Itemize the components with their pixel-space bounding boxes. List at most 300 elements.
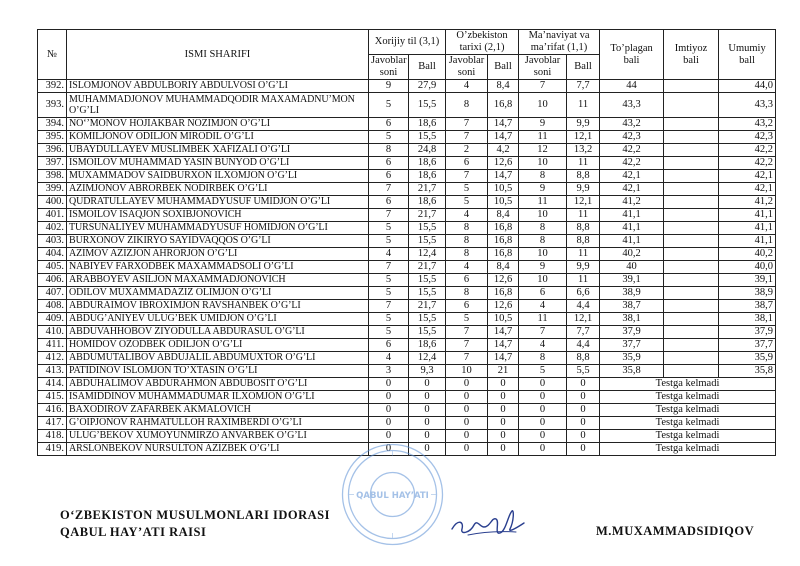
row-name: HOMIDOV OZODBEK ODILJON O’G’LI <box>67 339 369 352</box>
row-privilege <box>664 339 719 352</box>
row-answers-1: 0 <box>369 443 409 456</box>
row-ball-2: 8,4 <box>488 80 519 93</box>
row-name: MUHAMMADJONOV MUHAMMADQODIR MAXAMADNU’MON O’G’LI <box>67 93 369 118</box>
row-overall: 41,2 <box>719 196 776 209</box>
row-answers-1: 5 <box>369 313 409 326</box>
row-answers-3: 10 <box>519 274 567 287</box>
row-answers-2: 5 <box>446 196 488 209</box>
row-ball-3: 0 <box>567 378 600 391</box>
row-privilege <box>664 248 719 261</box>
header-answers-1: Javoblar soni <box>369 55 409 80</box>
row-total: 37,7 <box>600 339 664 352</box>
row-total: 39,1 <box>600 274 664 287</box>
row-number: 407. <box>38 287 67 300</box>
row-answers-3: 0 <box>519 391 567 404</box>
row-answers-3: 5 <box>519 365 567 378</box>
row-answers-1: 5 <box>369 131 409 144</box>
row-ball-3: 11 <box>567 209 600 222</box>
table-row <box>38 131 776 144</box>
row-number: 403. <box>38 235 67 248</box>
row-answers-1: 4 <box>369 352 409 365</box>
row-privilege <box>664 365 719 378</box>
row-ball-2: 16,8 <box>488 287 519 300</box>
row-ball-3: 13,2 <box>567 144 600 157</box>
row-ball-3: 11 <box>567 274 600 287</box>
row-answers-3: 9 <box>519 118 567 131</box>
header-answers-3: Javoblar soni <box>519 55 567 80</box>
row-number: 410. <box>38 326 67 339</box>
row-answers-2: 6 <box>446 157 488 170</box>
row-ball-2: 12,6 <box>488 157 519 170</box>
row-answers-2: 8 <box>446 222 488 235</box>
row-privilege <box>664 157 719 170</box>
row-ball-1: 18,6 <box>409 170 446 183</box>
row-answers-3: 8 <box>519 352 567 365</box>
row-name: NO‘’MONOV HOJIAKBAR NOZIMJON O’G’LI <box>67 118 369 131</box>
row-answers-2: 7 <box>446 131 488 144</box>
row-answers-2: 7 <box>446 326 488 339</box>
row-ball-3: 9,9 <box>567 183 600 196</box>
row-ball-1: 12,4 <box>409 352 446 365</box>
table-row <box>38 300 776 313</box>
row-name: UBAYDULLAYEV MUSLIMBEK XAFIZALI O’G’LI <box>67 144 369 157</box>
row-answers-3: 0 <box>519 417 567 430</box>
row-privilege <box>664 93 719 118</box>
table-row <box>38 248 776 261</box>
row-answers-2: 4 <box>446 80 488 93</box>
row-answers-2: 0 <box>446 378 488 391</box>
row-privilege <box>664 209 719 222</box>
row-note: Testga kelmadi <box>600 430 776 443</box>
row-name: ISAMIDDINOV MUHAMMADUMAR ILXOMJON O’G’LI <box>67 391 369 404</box>
row-number: 394. <box>38 118 67 131</box>
row-overall: 35,9 <box>719 352 776 365</box>
row-answers-3: 11 <box>519 131 567 144</box>
row-name: ODILOV MUXAMMADAZIZ OLIMJON O’G’LI <box>67 287 369 300</box>
row-answers-3: 9 <box>519 183 567 196</box>
row-ball-1: 15,5 <box>409 274 446 287</box>
results-table <box>37 29 776 456</box>
table-row <box>38 417 776 430</box>
row-answers-3: 10 <box>519 248 567 261</box>
row-ball-2: 12,6 <box>488 274 519 287</box>
row-number: 405. <box>38 261 67 274</box>
row-privilege <box>664 196 719 209</box>
row-ball-3: 11 <box>567 157 600 170</box>
footer-signatory: M.MUXAMMADSIDIQOV <box>596 524 755 538</box>
row-ball-1: 0 <box>409 417 446 430</box>
row-answers-1: 6 <box>369 157 409 170</box>
row-ball-1: 15,5 <box>409 222 446 235</box>
row-overall: 37,9 <box>719 326 776 339</box>
row-privilege <box>664 261 719 274</box>
row-total: 44 <box>600 80 664 93</box>
footer-organization <box>60 507 330 541</box>
row-ball-3: 0 <box>567 430 600 443</box>
row-note: Testga kelmadi <box>600 417 776 430</box>
row-number: 417. <box>38 417 67 430</box>
row-ball-2: 0 <box>488 404 519 417</box>
row-privilege <box>664 131 719 144</box>
row-ball-3: 12,1 <box>567 131 600 144</box>
row-total: 43,2 <box>600 118 664 131</box>
row-total: 35,8 <box>600 365 664 378</box>
row-ball-1: 15,5 <box>409 93 446 118</box>
row-number: 419. <box>38 443 67 456</box>
row-privilege <box>664 352 719 365</box>
row-number: 398. <box>38 170 67 183</box>
row-overall: 41,1 <box>719 222 776 235</box>
row-name: ARSLONBEKOV NURSULTON AZIZBEK O’G’LI <box>67 443 369 456</box>
row-ball-3: 0 <box>567 404 600 417</box>
row-overall: 40,2 <box>719 248 776 261</box>
row-ball-1: 21,7 <box>409 209 446 222</box>
table-row <box>38 157 776 170</box>
row-ball-1: 18,6 <box>409 157 446 170</box>
footer-org-line1: O‘ZBEKISTON MUSULMONLARI IDORASI <box>60 508 330 522</box>
row-number: 416. <box>38 404 67 417</box>
row-name: ISLOMJONOV ABDULBORIY ABDULVOSI O’G’LI <box>67 80 369 93</box>
table-row <box>38 430 776 443</box>
row-ball-1: 0 <box>409 430 446 443</box>
row-answers-2: 0 <box>446 404 488 417</box>
row-privilege <box>664 144 719 157</box>
footer-org-line2: QABUL HAY’ATI RAISI <box>60 525 207 539</box>
table-row <box>38 80 776 93</box>
row-overall: 43,2 <box>719 118 776 131</box>
row-answers-3: 12 <box>519 144 567 157</box>
row-name: ABDUHALIMOV ABDURAHMON ABDUBOSIT O’G’LI <box>67 378 369 391</box>
table-row <box>38 93 776 118</box>
table-body <box>38 80 776 456</box>
row-overall: 42,3 <box>719 131 776 144</box>
row-ball-1: 21,7 <box>409 183 446 196</box>
row-overall: 37,7 <box>719 339 776 352</box>
row-ball-2: 14,7 <box>488 131 519 144</box>
row-ball-1: 15,5 <box>409 131 446 144</box>
row-answers-1: 5 <box>369 287 409 300</box>
row-total: 40 <box>600 261 664 274</box>
row-privilege <box>664 222 719 235</box>
row-answers-3: 0 <box>519 404 567 417</box>
row-answers-1: 6 <box>369 339 409 352</box>
table-row <box>38 378 776 391</box>
row-answers-3: 6 <box>519 287 567 300</box>
row-name: ABDUVAHHOBOV ZIYODULLA ABDURASUL O’G’LI <box>67 326 369 339</box>
row-overall: 38,7 <box>719 300 776 313</box>
row-answers-2: 7 <box>446 339 488 352</box>
row-ball-3: 0 <box>567 391 600 404</box>
row-total: 43,3 <box>600 93 664 118</box>
row-ball-3: 4,4 <box>567 300 600 313</box>
row-answers-3: 9 <box>519 261 567 274</box>
table-row <box>38 287 776 300</box>
row-ball-1: 0 <box>409 404 446 417</box>
row-answers-3: 7 <box>519 326 567 339</box>
row-answers-1: 0 <box>369 391 409 404</box>
row-number: 412. <box>38 352 67 365</box>
row-answers-1: 7 <box>369 183 409 196</box>
row-overall: 40,0 <box>719 261 776 274</box>
row-answers-1: 5 <box>369 274 409 287</box>
row-answers-2: 8 <box>446 287 488 300</box>
row-ball-3: 9,9 <box>567 261 600 274</box>
row-ball-3: 7,7 <box>567 80 600 93</box>
row-answers-1: 6 <box>369 170 409 183</box>
row-number: 415. <box>38 391 67 404</box>
row-ball-2: 0 <box>488 391 519 404</box>
table-row <box>38 170 776 183</box>
row-ball-1: 21,7 <box>409 300 446 313</box>
row-answers-3: 11 <box>519 313 567 326</box>
row-number: 392. <box>38 80 67 93</box>
row-number: 418. <box>38 430 67 443</box>
table-row <box>38 326 776 339</box>
row-total: 38,7 <box>600 300 664 313</box>
row-ball-3: 5,5 <box>567 365 600 378</box>
stamp-center-text: QABUL HAY’ATI <box>356 491 429 501</box>
row-ball-3: 6,6 <box>567 287 600 300</box>
row-total: 35,9 <box>600 352 664 365</box>
row-name: BURXONOV ZIKIRYO SAYIDVAQQOS O’G’LI <box>67 235 369 248</box>
table-row <box>38 209 776 222</box>
row-ball-2: 0 <box>488 417 519 430</box>
row-overall: 42,1 <box>719 170 776 183</box>
row-answers-3: 0 <box>519 378 567 391</box>
row-total: 37,9 <box>600 326 664 339</box>
row-answers-1: 0 <box>369 417 409 430</box>
row-privilege <box>664 287 719 300</box>
row-total: 41,1 <box>600 209 664 222</box>
row-answers-1: 7 <box>369 300 409 313</box>
row-privilege <box>664 183 719 196</box>
row-total: 42,2 <box>600 144 664 157</box>
row-answers-3: 11 <box>519 196 567 209</box>
row-note: Testga kelmadi <box>600 404 776 417</box>
row-number: 401. <box>38 209 67 222</box>
header-ball-1: Ball <box>409 55 446 80</box>
row-answers-1: 6 <box>369 196 409 209</box>
row-ball-3: 4,4 <box>567 339 600 352</box>
row-answers-2: 5 <box>446 183 488 196</box>
table-row <box>38 118 776 131</box>
row-ball-1: 27,9 <box>409 80 446 93</box>
row-ball-1: 15,5 <box>409 235 446 248</box>
row-name: ULUG’BEKOV XUMOYUNMIRZO ANVARBEK O’G’LI <box>67 430 369 443</box>
header-ball-3: Ball <box>567 55 600 80</box>
row-name: ABDUG’ANIYEV ULUG’BEK UMIDJON O’G’LI <box>67 313 369 326</box>
row-overall: 41,1 <box>719 209 776 222</box>
row-ball-2: 14,7 <box>488 339 519 352</box>
row-ball-2: 0 <box>488 430 519 443</box>
row-number: 393. <box>38 93 67 118</box>
row-name: ABDUMUTALIBOV ABDUJALIL ABDUMUXTOR O’G’LI <box>67 352 369 365</box>
row-answers-1: 5 <box>369 326 409 339</box>
row-number: 397. <box>38 157 67 170</box>
row-ball-3: 8,8 <box>567 222 600 235</box>
row-answers-1: 4 <box>369 248 409 261</box>
row-number: 400. <box>38 196 67 209</box>
row-answers-3: 4 <box>519 339 567 352</box>
row-answers-1: 0 <box>369 404 409 417</box>
row-ball-2: 14,7 <box>488 326 519 339</box>
row-ball-2: 0 <box>488 378 519 391</box>
row-answers-2: 2 <box>446 144 488 157</box>
table-row <box>38 235 776 248</box>
row-ball-1: 18,6 <box>409 118 446 131</box>
row-answers-1: 9 <box>369 80 409 93</box>
row-privilege <box>664 235 719 248</box>
row-ball-3: 8,8 <box>567 235 600 248</box>
row-note: Testga kelmadi <box>600 378 776 391</box>
row-privilege <box>664 274 719 287</box>
row-name: AZIMOV AZIZJON AHRORJON O’G’LI <box>67 248 369 261</box>
row-answers-1: 6 <box>369 118 409 131</box>
row-ball-2: 16,8 <box>488 235 519 248</box>
row-name: BAXODIROV ZAFARBEK AKMALOVICH <box>67 404 369 417</box>
row-ball-2: 0 <box>488 443 519 456</box>
row-total: 42,3 <box>600 131 664 144</box>
row-number: 396. <box>38 144 67 157</box>
row-answers-3: 10 <box>519 157 567 170</box>
row-ball-1: 0 <box>409 378 446 391</box>
row-answers-2: 7 <box>446 352 488 365</box>
header-spirituality: Ma’naviyat va ma’rifat (1,1) <box>519 30 600 55</box>
row-total: 40,2 <box>600 248 664 261</box>
row-privilege <box>664 326 719 339</box>
row-ball-3: 9,9 <box>567 118 600 131</box>
row-answers-1: 0 <box>369 378 409 391</box>
table-row <box>38 352 776 365</box>
row-answers-1: 3 <box>369 365 409 378</box>
row-name: G’OIPJONOV RAHMATULLOH RAXIMBERDI O’G’LI <box>67 417 369 430</box>
signature <box>448 505 528 541</box>
header-history: O’zbekiston tarixi (2,1) <box>446 30 519 55</box>
header-privilege: Imtiyoz bali <box>664 30 719 80</box>
row-total: 41,2 <box>600 196 664 209</box>
row-ball-3: 0 <box>567 417 600 430</box>
row-ball-2: 10,5 <box>488 313 519 326</box>
row-name: PATIDINOV ISLOMJON TO’XTASIN O’G’LI <box>67 365 369 378</box>
row-answers-3: 0 <box>519 443 567 456</box>
row-privilege <box>664 80 719 93</box>
row-answers-2: 7 <box>446 170 488 183</box>
row-ball-2: 12,6 <box>488 300 519 313</box>
row-number: 413. <box>38 365 67 378</box>
row-ball-1: 0 <box>409 443 446 456</box>
row-ball-3: 11 <box>567 93 600 118</box>
row-number: 399. <box>38 183 67 196</box>
header-overall: Umumiy ball <box>719 30 776 80</box>
row-privilege <box>664 313 719 326</box>
row-number: 411. <box>38 339 67 352</box>
row-answers-3: 8 <box>519 170 567 183</box>
row-number: 406. <box>38 274 67 287</box>
row-ball-1: 24,8 <box>409 144 446 157</box>
table-header <box>38 30 776 80</box>
header-answers-2: Javoblar soni <box>446 55 488 80</box>
row-ball-3: 8,8 <box>567 352 600 365</box>
row-answers-2: 6 <box>446 274 488 287</box>
row-answers-2: 8 <box>446 248 488 261</box>
row-ball-2: 10,5 <box>488 183 519 196</box>
row-answers-3: 4 <box>519 300 567 313</box>
row-overall: 41,1 <box>719 235 776 248</box>
row-name: KOMILJONOV ODILJON MIRODIL O’G’LI <box>67 131 369 144</box>
row-answers-3: 8 <box>519 235 567 248</box>
row-answers-2: 6 <box>446 300 488 313</box>
row-answers-2: 10 <box>446 365 488 378</box>
table-row <box>38 365 776 378</box>
row-ball-2: 4,2 <box>488 144 519 157</box>
table-row <box>38 183 776 196</box>
row-answers-2: 0 <box>446 430 488 443</box>
row-ball-1: 15,5 <box>409 313 446 326</box>
row-answers-3: 0 <box>519 430 567 443</box>
row-ball-2: 8,4 <box>488 209 519 222</box>
row-privilege <box>664 118 719 131</box>
row-ball-3: 12,1 <box>567 196 600 209</box>
row-ball-1: 18,6 <box>409 339 446 352</box>
row-answers-2: 4 <box>446 261 488 274</box>
row-answers-2: 4 <box>446 209 488 222</box>
row-name: ISMOILOV ISAQJON SOXIBJONOVICH <box>67 209 369 222</box>
row-total: 38,9 <box>600 287 664 300</box>
row-overall: 43,3 <box>719 93 776 118</box>
row-answers-2: 0 <box>446 417 488 430</box>
row-ball-2: 16,8 <box>488 248 519 261</box>
row-overall: 38,9 <box>719 287 776 300</box>
row-ball-1: 21,7 <box>409 261 446 274</box>
row-answers-1: 0 <box>369 430 409 443</box>
row-name: ISMOILOV MUHAMMAD YASIN BUNYOD O’G’LI <box>67 157 369 170</box>
row-answers-2: 0 <box>446 443 488 456</box>
row-ball-3: 11 <box>567 248 600 261</box>
row-total: 41,1 <box>600 235 664 248</box>
row-answers-3: 8 <box>519 222 567 235</box>
row-overall: 39,1 <box>719 274 776 287</box>
row-answers-1: 5 <box>369 93 409 118</box>
row-ball-1: 12,4 <box>409 248 446 261</box>
row-note: Testga kelmadi <box>600 391 776 404</box>
row-name: ARABBOYEV ASILJON MAXAMMADJONOVICH <box>67 274 369 287</box>
header-number: № <box>38 30 67 80</box>
table-row <box>38 274 776 287</box>
row-number: 409. <box>38 313 67 326</box>
row-answers-2: 8 <box>446 235 488 248</box>
table-row <box>38 261 776 274</box>
header-name: ISMI SHARIFI <box>67 30 369 80</box>
row-ball-1: 15,5 <box>409 287 446 300</box>
header-foreign-language: Xorijiy til (3,1) <box>369 30 446 55</box>
row-ball-2: 16,8 <box>488 222 519 235</box>
header-total-collected: To’plagan bali <box>600 30 664 80</box>
row-ball-3: 0 <box>567 443 600 456</box>
row-ball-3: 7,7 <box>567 326 600 339</box>
row-overall: 42,2 <box>719 144 776 157</box>
row-number: 408. <box>38 300 67 313</box>
table-row <box>38 196 776 209</box>
row-name: MUXAMMADOV SAIDBURXON ILXOMJON O’G’LI <box>67 170 369 183</box>
row-ball-3: 12,1 <box>567 313 600 326</box>
row-ball-2: 14,7 <box>488 118 519 131</box>
row-number: 395. <box>38 131 67 144</box>
table-row <box>38 391 776 404</box>
row-name: AZIMJONOV ABRORBEK NODIRBEK O’G’LI <box>67 183 369 196</box>
row-answers-1: 8 <box>369 144 409 157</box>
header-ball-2: Ball <box>488 55 519 80</box>
row-overall: 42,2 <box>719 157 776 170</box>
